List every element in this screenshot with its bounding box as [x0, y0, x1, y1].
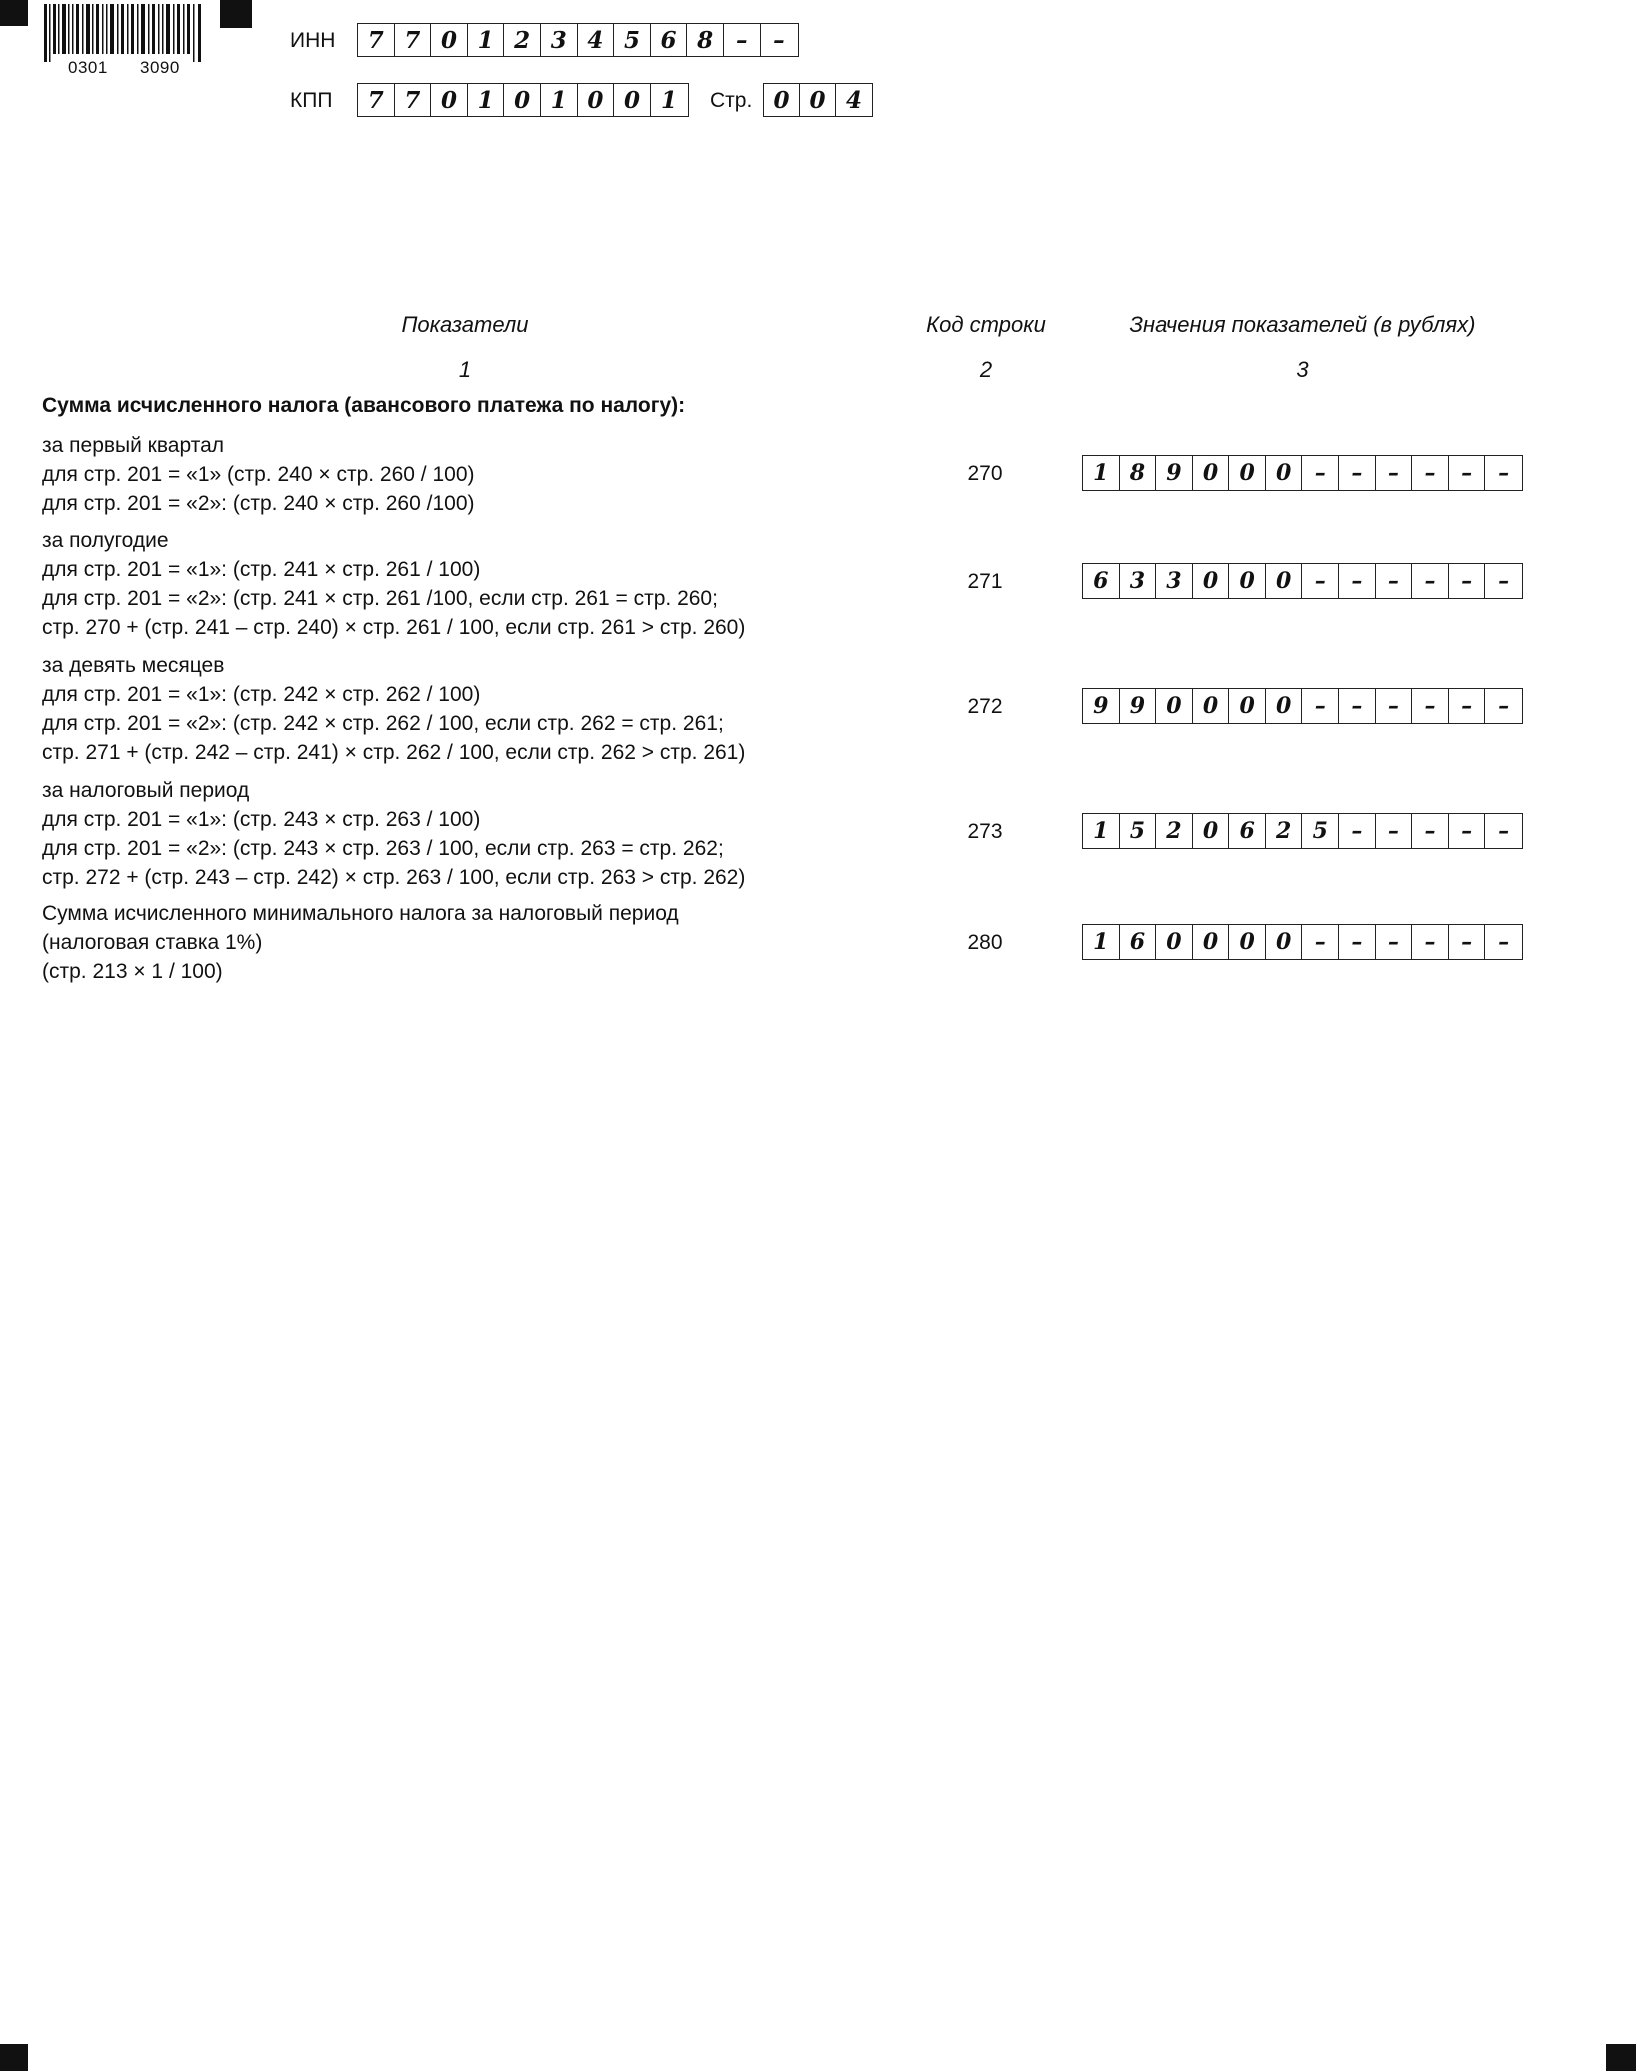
corner-marker-bottom-left	[0, 2044, 28, 2071]
value-cell: –	[1376, 925, 1413, 959]
value-cell: 0	[1193, 814, 1230, 848]
inn-cell: 1	[468, 24, 505, 56]
value-cell: –	[1498, 460, 1510, 486]
value-cell: 0	[1156, 925, 1193, 959]
value-cell: 0	[1266, 456, 1303, 490]
value-cell: –	[1302, 456, 1339, 490]
corner-marker-top-right	[220, 0, 252, 28]
row-code: 273	[967, 820, 1003, 843]
column-number-3: 3	[1296, 357, 1309, 382]
inn-cell: 3	[541, 24, 578, 56]
inn-cell: 7	[358, 24, 395, 56]
value-cell: 0	[1229, 456, 1266, 490]
value-cell: –	[1449, 925, 1486, 959]
barcode-icon	[44, 4, 206, 62]
kpp-cell: 0	[504, 84, 541, 116]
value-cell: 9	[1156, 456, 1193, 490]
row-description	[42, 526, 745, 642]
inn-cell: 7	[395, 24, 432, 56]
value-cell: 0	[1266, 689, 1303, 723]
row-line: для стр. 201 = «1» (стр. 240 × стр. 260 / 100)	[42, 463, 475, 486]
row-line: (стр. 213 × 1 / 100)	[42, 960, 223, 983]
row-line: для стр. 201 = «1»: (стр. 243 × стр. 263 / 100)	[42, 808, 481, 831]
inn-cell: –	[724, 24, 761, 56]
value-cell: –	[1412, 925, 1449, 959]
kpp-cell: 1	[541, 84, 578, 116]
value-cell: 0	[1229, 689, 1266, 723]
row-line: за девять месяцев	[42, 654, 225, 677]
page-cell: 4	[845, 86, 862, 114]
section-title: Сумма исчисленного налога (авансового платежа по налогу):	[42, 394, 686, 417]
row-line: стр. 272 + (стр. 243 – стр. 242) × стр. 263 / 100, если стр. 263 > стр. 262)	[42, 866, 746, 889]
value-cell: –	[1498, 818, 1510, 844]
value-cell: 0	[1266, 925, 1303, 959]
value-cell: –	[1339, 814, 1376, 848]
kpp-cell: 1	[468, 84, 505, 116]
inn-cells	[357, 23, 799, 57]
kpp-cell: 7	[358, 84, 395, 116]
row-line: (налоговая ставка 1%)	[42, 931, 263, 954]
inn-cell: 2	[504, 24, 541, 56]
value-cells	[1082, 688, 1523, 724]
row-code: 280	[967, 931, 1003, 954]
row-description	[42, 431, 475, 518]
kpp-cell: 0	[431, 84, 468, 116]
value-cell: 2	[1266, 814, 1303, 848]
row-line: Сумма исчисленного минимального налога за налоговый период	[42, 902, 679, 925]
value-cell: –	[1498, 693, 1510, 719]
value-cell: 0	[1229, 925, 1266, 959]
value-cell: 1	[1083, 925, 1120, 959]
value-cell: –	[1302, 564, 1339, 598]
value-cell: –	[1339, 564, 1376, 598]
page-label: Стр.	[710, 89, 753, 112]
row-line: для стр. 201 = «2»: (стр. 242 × стр. 262 / 100, если стр. 262 = стр. 261;	[42, 712, 724, 735]
value-cell: –	[1339, 456, 1376, 490]
value-cell: –	[1302, 925, 1339, 959]
value-cell: 6	[1083, 564, 1120, 598]
inn-cell: –	[773, 26, 785, 54]
value-cell: –	[1449, 814, 1486, 848]
value-cell: –	[1412, 564, 1449, 598]
row-line: стр. 271 + (стр. 242 – стр. 241) × стр. 262 / 100, если стр. 262 > стр. 261)	[42, 741, 746, 764]
row-line: для стр. 201 = «2»: (стр. 241 × стр. 261 /100, если стр. 261 = стр. 260;	[42, 587, 718, 610]
row-line: для стр. 201 = «1»: (стр. 241 × стр. 261 / 100)	[42, 558, 481, 581]
value-cell: –	[1376, 814, 1413, 848]
value-cell: –	[1412, 689, 1449, 723]
kpp-cell: 7	[395, 84, 432, 116]
value-cell: –	[1498, 929, 1510, 955]
page-cell: 0	[764, 84, 800, 116]
row-code: 270	[967, 462, 1003, 485]
row-line: для стр. 201 = «1»: (стр. 242 × стр. 262 / 100)	[42, 683, 481, 706]
inn-cell: 6	[651, 24, 688, 56]
value-cell: –	[1449, 564, 1486, 598]
column-header-line-code: Код строки	[926, 312, 1046, 337]
row-description	[42, 651, 745, 767]
value-cell: –	[1376, 564, 1413, 598]
value-cell: 2	[1156, 814, 1193, 848]
value-cell: 3	[1120, 564, 1157, 598]
kpp-cell: 1	[661, 86, 678, 114]
page-cell: 0	[800, 84, 836, 116]
value-cell: 0	[1156, 689, 1193, 723]
inn-label: ИНН	[290, 29, 336, 52]
value-cell: 5	[1120, 814, 1157, 848]
value-cell: –	[1376, 689, 1413, 723]
value-cell: –	[1412, 814, 1449, 848]
value-cell: 1	[1083, 814, 1120, 848]
value-cell: 0	[1193, 456, 1230, 490]
row-line: за полугодие	[42, 529, 169, 552]
row-description	[42, 899, 679, 986]
value-cell: 5	[1302, 814, 1339, 848]
inn-cell: 4	[578, 24, 615, 56]
column-number-2: 2	[979, 357, 993, 382]
column-header-indicators: Показатели	[401, 312, 529, 337]
column-number-1: 1	[458, 357, 472, 382]
page-number-cells	[763, 83, 873, 117]
inn-cell: 0	[431, 24, 468, 56]
row-code: 272	[967, 695, 1003, 718]
value-cell: –	[1376, 456, 1413, 490]
value-cell: 0	[1193, 564, 1230, 598]
row-line: для стр. 201 = «2»: (стр. 240 × стр. 260 /100)	[42, 492, 475, 515]
value-cell: –	[1449, 689, 1486, 723]
value-cells	[1082, 813, 1523, 849]
column-header-values: Значения показателей (в рублях)	[1129, 312, 1476, 337]
value-cells	[1082, 563, 1523, 599]
value-cell: –	[1339, 925, 1376, 959]
value-cells	[1082, 455, 1523, 491]
kpp-cell: 0	[578, 84, 615, 116]
value-cell: 3	[1156, 564, 1193, 598]
value-cell: 6	[1120, 925, 1157, 959]
value-cell: –	[1449, 456, 1486, 490]
value-cell: 0	[1193, 925, 1230, 959]
value-cell: 1	[1083, 456, 1120, 490]
value-cell: 0	[1266, 564, 1303, 598]
value-cells	[1082, 924, 1523, 960]
value-cell: 9	[1083, 689, 1120, 723]
corner-marker-top-left	[0, 0, 28, 26]
value-cell: –	[1302, 689, 1339, 723]
inn-cell: 5	[614, 24, 651, 56]
value-cell: –	[1412, 456, 1449, 490]
value-cell: 8	[1120, 456, 1157, 490]
row-line: стр. 270 + (стр. 241 – стр. 240) × стр. 261 / 100, если стр. 261 > стр. 260)	[42, 616, 746, 639]
kpp-cells	[357, 83, 689, 117]
row-line: для стр. 201 = «2»: (стр. 243 × стр. 263 / 100, если стр. 263 = стр. 262;	[42, 837, 724, 860]
value-cell: 0	[1229, 564, 1266, 598]
value-cell: –	[1498, 568, 1510, 594]
value-cell: 6	[1229, 814, 1266, 848]
value-cell: 9	[1120, 689, 1157, 723]
row-code: 271	[967, 570, 1003, 593]
corner-marker-bottom-right	[1606, 2044, 1636, 2071]
kpp-label: КПП	[290, 89, 333, 112]
value-cell: 0	[1193, 689, 1230, 723]
row-line: за первый квартал	[42, 434, 225, 457]
kpp-cell: 0	[614, 84, 651, 116]
row-line: за налоговый период	[42, 779, 250, 802]
inn-cell: 8	[687, 24, 724, 56]
barcode-number-left: 0301	[68, 58, 108, 77]
row-description	[42, 776, 745, 892]
value-cell: –	[1339, 689, 1376, 723]
barcode-number-right: 3090	[140, 58, 180, 77]
